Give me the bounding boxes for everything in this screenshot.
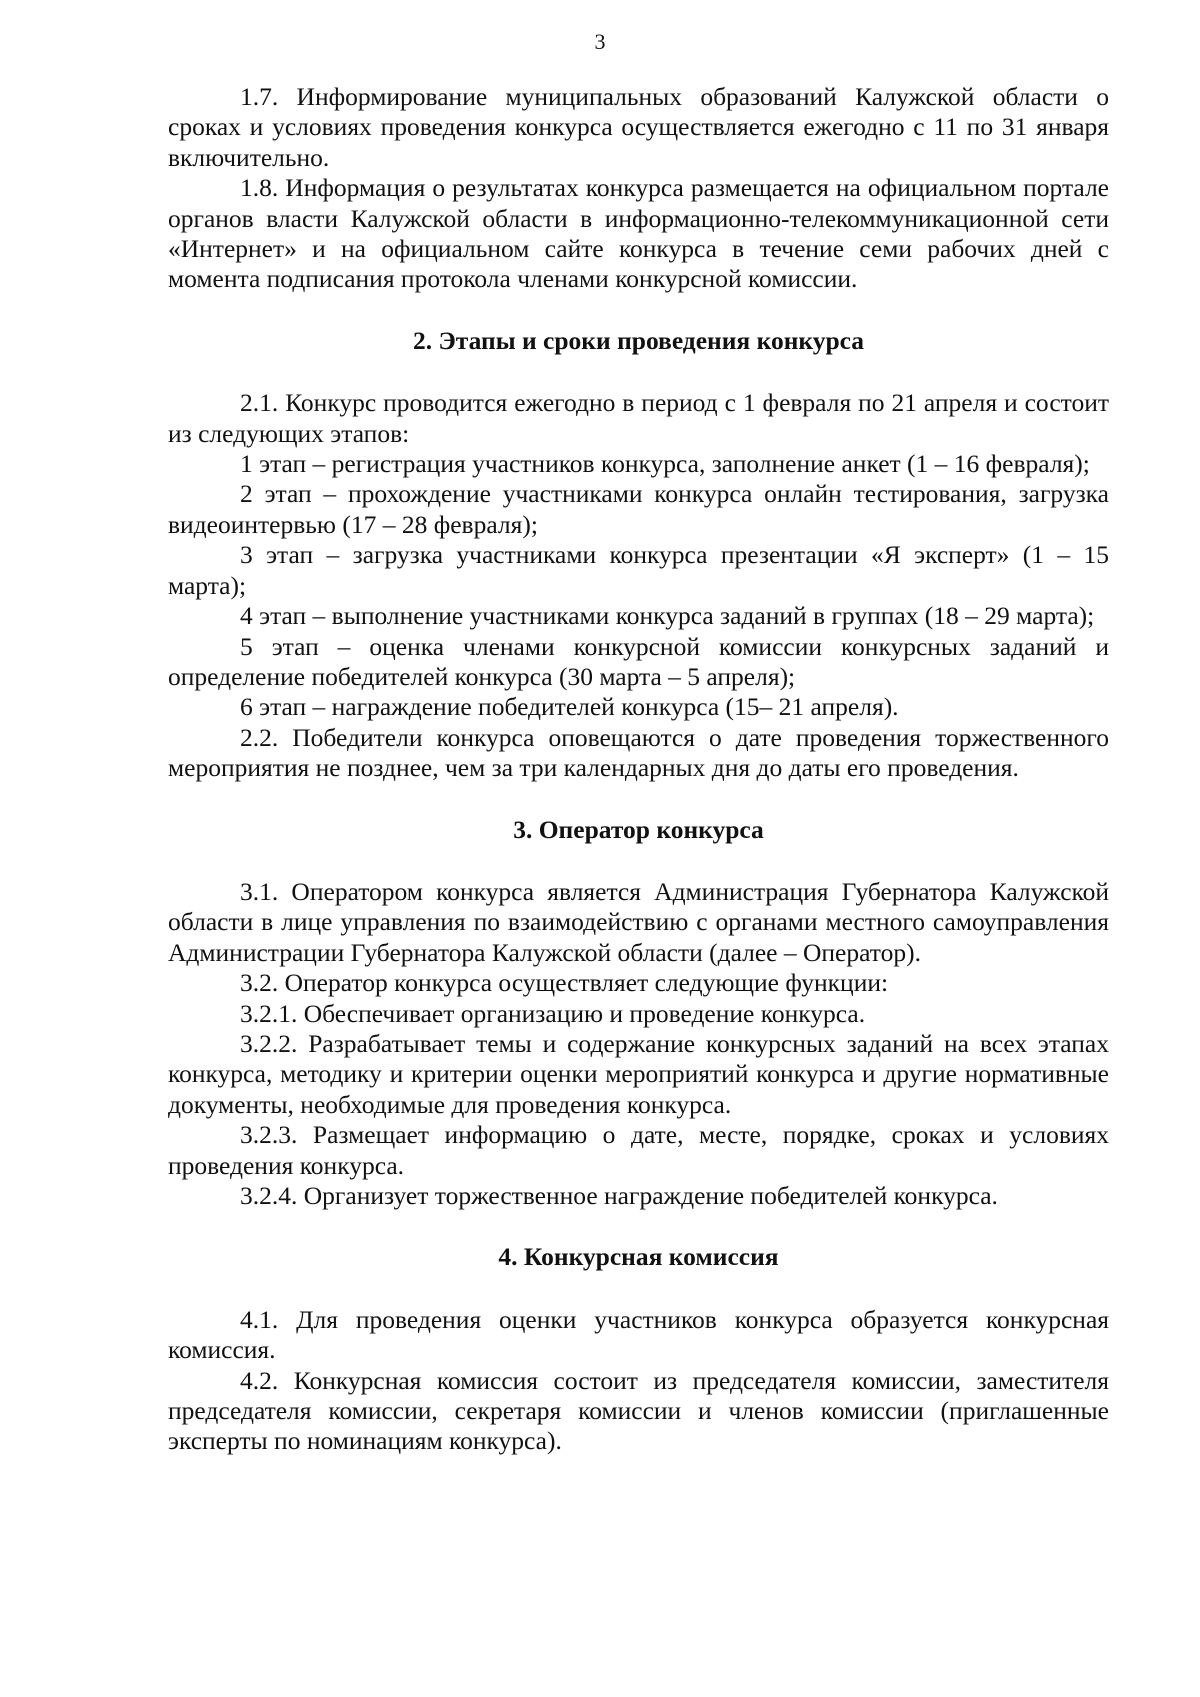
stage-5: 5 этап – оценка членами конкурсной комиссии конкурсных заданий и определение победителей конкурса (30 марта – 5 апреля); [168, 631, 1109, 691]
paragraph-2-2: 2.2. Победители конкурса оповещаются о дате проведения торжественного мероприятия не позднее, чем за три календарных дня до даты его проведения. [168, 722, 1109, 783]
stage-1: 1 этап – регистрация участников конкурса, заполнение анкет (1 – 16 февраля); [240, 449, 1090, 479]
paragraph-3-2-4: 3.2.4. Организует торжественное награждение победителей конкурса. [240, 1181, 998, 1210]
paragraph-3-2-1: 3.2.1. Обеспечивает организацию и проведение конкурса. [240, 998, 866, 1028]
paragraph-1-7: 1.7. Информирование муниципальных образований Калужской области о сроках и условиях проведения конкурса осуществляется ежегодно с 11 по 31 января включительно. [168, 82, 1109, 172]
paragraph-2-1: 2.1. Конкурс проводится ежегодно в период с 1 февраля по 21 апреля и состоит из следующих этапов: [168, 388, 1109, 448]
stage-6: 6 этап – награждение победителей конкурса (15– 21 апреля). [240, 692, 899, 722]
section-heading-2: 2. Этапы и сроки проведения конкурса [412, 325, 865, 355]
document-body [168, 82, 1109, 1457]
page-number: 3 [594, 29, 606, 54]
stage-2: 2 этап – прохождение участниками конкурса онлайн тестирования, загрузка видеоинтервью (17 – 28 февраля); [168, 479, 1109, 539]
paragraph-3-2-2: 3.2.2. Разрабатывает темы и содержание конкурсных заданий на всех этапах конкурса, методику и критерии оценки мероприятий конкурса и другие нормативные документы, необходимые для проведения конкурса. [168, 1028, 1109, 1119]
stage-4: 4 этап – выполнение участниками конкурса заданий в группах (18 – 29 марта); [240, 601, 1095, 631]
section-heading-4: 4. Конкурсная комиссия [498, 1242, 779, 1272]
paragraph-4-1: 4.1. Для проведения оценки участников конкурса образуется конкурсная комиссия. [168, 1304, 1109, 1365]
paragraph-3-1: 3.1. Оператором конкурса является Администрация Губернатора Калужской области в лице управления по взаимодействию с органами местного самоуправления Администрации Губернатора Калужской области (далее – Оператор). [168, 876, 1109, 967]
paragraph-3-2: 3.2. Оператор конкурса осуществляет следующие функции: [240, 968, 889, 998]
paragraph-1-8: 1.8. Информация о результатах конкурса размещается на официальном портале органов власти Калужской области в информационно-телекоммуникационной сети «Интернет» и на официальном сайте конкурса в течение семи рабочих дней с момента подписания протокола членами конкурсной комиссии. [168, 173, 1109, 294]
stage-3: 3 этап – загрузка участниками конкурса презентации «Я эксперт» (1 – 15 марта); [168, 540, 1109, 600]
section-heading-3: 3. Оператор конкурса [513, 814, 764, 844]
paragraph-3-2-3: 3.2.3. Размещает информацию о дате, месте, порядке, сроках и условиях проведения конкурса. [168, 1120, 1109, 1180]
paragraph-4-2: 4.2. Конкурсная комиссия состоит из председателя комиссии, заместителя председателя комиссии, секретаря комиссии и членов комиссии (приглашенные эксперты по номинациям конкурса). [168, 1365, 1109, 1456]
